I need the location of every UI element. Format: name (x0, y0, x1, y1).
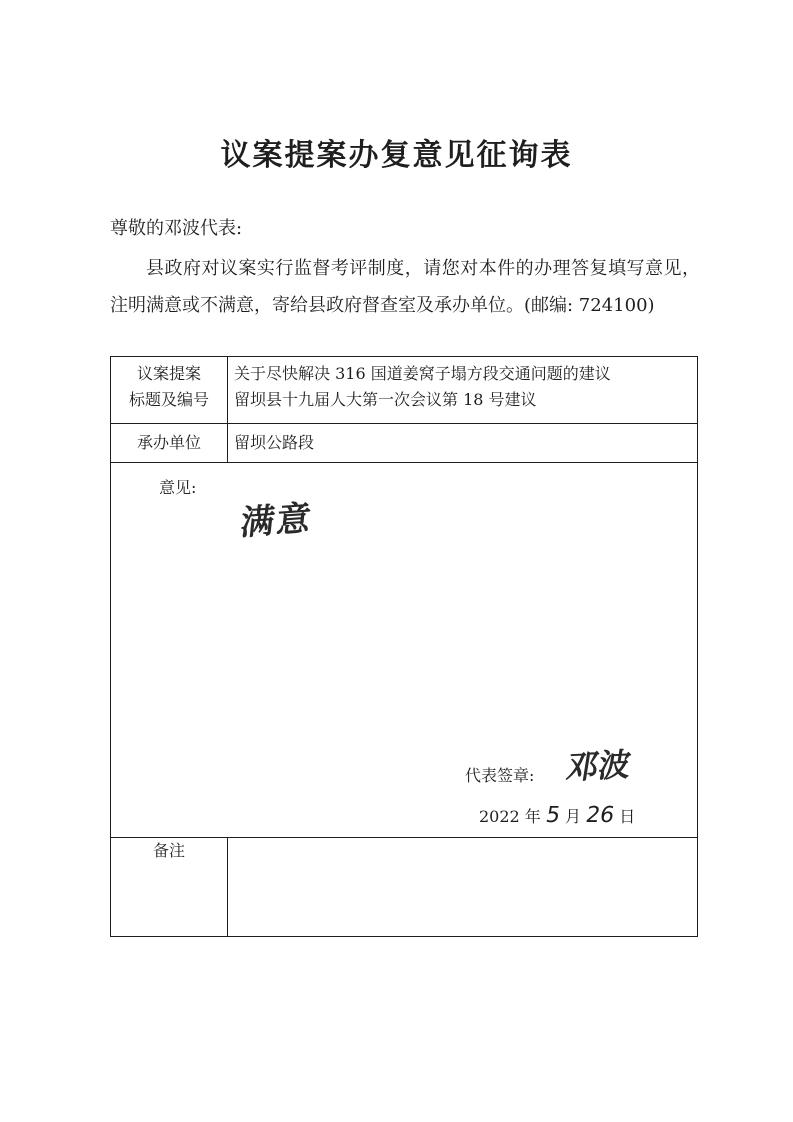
title-value-line2: 留坝县十九届人大第一次会议第 18 号建议 (234, 390, 537, 409)
opinion-handwritten: 满意 (238, 498, 315, 544)
opinion-cell (111, 463, 698, 838)
salutation: 尊敬的邓波代表: (110, 218, 243, 239)
date (479, 803, 635, 828)
signature-label: 代表签章: (465, 766, 535, 785)
remark-label: 备注 (111, 838, 228, 937)
date-month: 5 (543, 803, 563, 828)
table-row-unit (111, 424, 698, 463)
instruction-paragraph: 县政府对议案实行监督考评制度，请您对本件的办理答复填写意见，注明满意或不满意，寄给县政府督查室及承办单位。(邮编: 724100) (110, 258, 700, 316)
table-row-remark (111, 838, 698, 937)
title-value-line1: 关于尽快解决 316 国道姜窝子塌方段交通问题的建议 (234, 364, 611, 383)
table-row-opinion (111, 463, 698, 838)
title-label-line2: 标题及编号 (128, 390, 209, 409)
title-label-line1: 议案提案 (136, 364, 201, 383)
unit-value: 留坝公路段 (228, 424, 698, 463)
opinion-label: 意见: (159, 478, 197, 497)
title-value-cell (228, 357, 698, 424)
date-year: 2022 年 (479, 807, 541, 826)
unit-label: 承办单位 (111, 424, 228, 463)
title-label-cell (111, 357, 228, 424)
date-day: 26 (583, 803, 617, 828)
date-month-unit: 月 (565, 807, 582, 826)
remark-value (228, 838, 698, 937)
signature-handwritten: 邓波 (563, 745, 634, 787)
page-title: 议案提案办复意见征询表 (220, 138, 573, 173)
date-day-unit: 日 (619, 807, 636, 826)
table-row-title (111, 357, 698, 424)
feedback-form-table (110, 356, 698, 937)
